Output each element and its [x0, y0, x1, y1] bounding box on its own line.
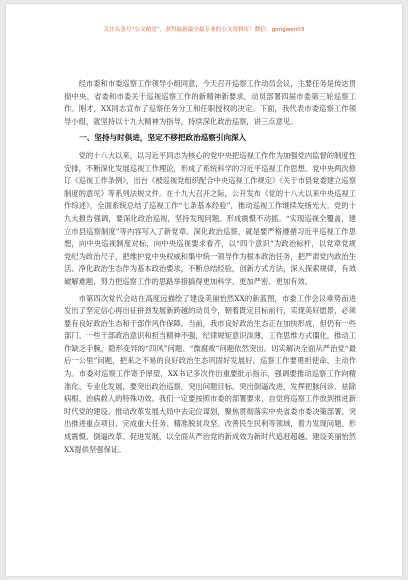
document-body [64, 78, 356, 460]
body-paragraph: 市第四次党代会站在高度远描绘了建设美丽怡然XX的新蓝图，市委工作会议乘势而进发出了坚定信心再出征拼劲发展新跨越的动员令，朝着既定目标前行，实现美好愿景，必须要有良好政治生态和干部作风作保障。当前，我市良好政治生态正在加快形成，但仍有一些部门、一些干部政治意识和担当精神不强，纪律规矩意识淡薄，工作思维方式僵化，推动工作缺乏手腕，隐形变异的“四风”问题、“微腐败”问题依然突出。切实解决全面从严治党“最后一公里”问题，把来之不易的良好政治生态巩固好发展好，巡察工作要勇担使命、主动作为。市委对巡察工作寄予厚望，XX书记多次作出重要批示指示，强调要推动巡察工作向精准化、专业化发展，要突出政治巡察，突出问题目标，突出倒逼改进，发挥把脉问诊、祛除病根、治病救人的特殊功效。我们一定要按照市委的部署要求，自觉将巡察工作放到推进新时代党的建设、推动改革发展大局中去定位谋划，聚焦贯彻落实中央省委市委决策部署、突出推进重点项目、完成重大任务、精准脱贫攻坚、改善民生民利等领域，着力发现问题、形成震慑、倒逼改革、促进发展，以全面从严治党的新成效为新时代追赶超越、建设美丽怡然XX提供坚强保证。 [64, 293, 356, 454]
document-page [6, 4, 402, 576]
intro-paragraph: 经市委和市委巡察工作领导小组同意，今天召开巡察工作动员会议，主要任务是传达贯彻中央、省委和市委关于巡视巡察工作的新精神新要求，动员部署四届市委第三轮巡察工作。刚才，XX同志宣布了巡察任务分工和任职授权的决定。下面，我代表市委巡察工作领导小组，就坚持以十九大精神为指导，持续深化政治巡察，讲三点意见。 [64, 79, 356, 126]
section-heading: 一、坚持与时俱进，坚定不移把政治巡察引向深入 [79, 133, 247, 143]
body-paragraph: 党的十八大以来，以习近平同志为核心的党中央把巡视工作作为加强党内监督的制度性安排，不断深化发展巡视工作理论，形成了系统科学的习近平巡视工作思想。党中央两次修订《巡视工作条例》，出台《被巡视党组织配合中央巡视工作规定》《关于市县党委建立巡察制度的意见》等系列法规文件。在十九大召开之际，公开发布《党的十八大以来中央巡视工作综述》，全面系统总结了巡视工作“七条基本经验”，推动巡视工作继续发扬光大。党的十九大报告强调，要深化政治巡视，坚持发现问题、形成震慑不动摇。“实现巡视全覆盖，建立市县巡察制度”等内容写入了新党章。深化政治巡察，就是要严格遵循习近平巡视工作思想，向中央巡视制度对标，向中央巡视要求看齐，以“四个意识”为政治标杆，以党章党规党纪为政治尺子，把维护党中央权威和集中统一领导作为根本政治任务，把严肃党内政治生活、净化政治生态作为基本政治要求，不断总结经验，创新方式方法，深入探索规律，有效破解难题，努力把巡察工作的思路举措搞得更加科学、更加严密、更加有效。 [64, 150, 356, 286]
promo-banner: 关注头条号“公文精党”，获得最新最全最专业的公文资料库！微信：gongwen03 [103, 27, 305, 33]
